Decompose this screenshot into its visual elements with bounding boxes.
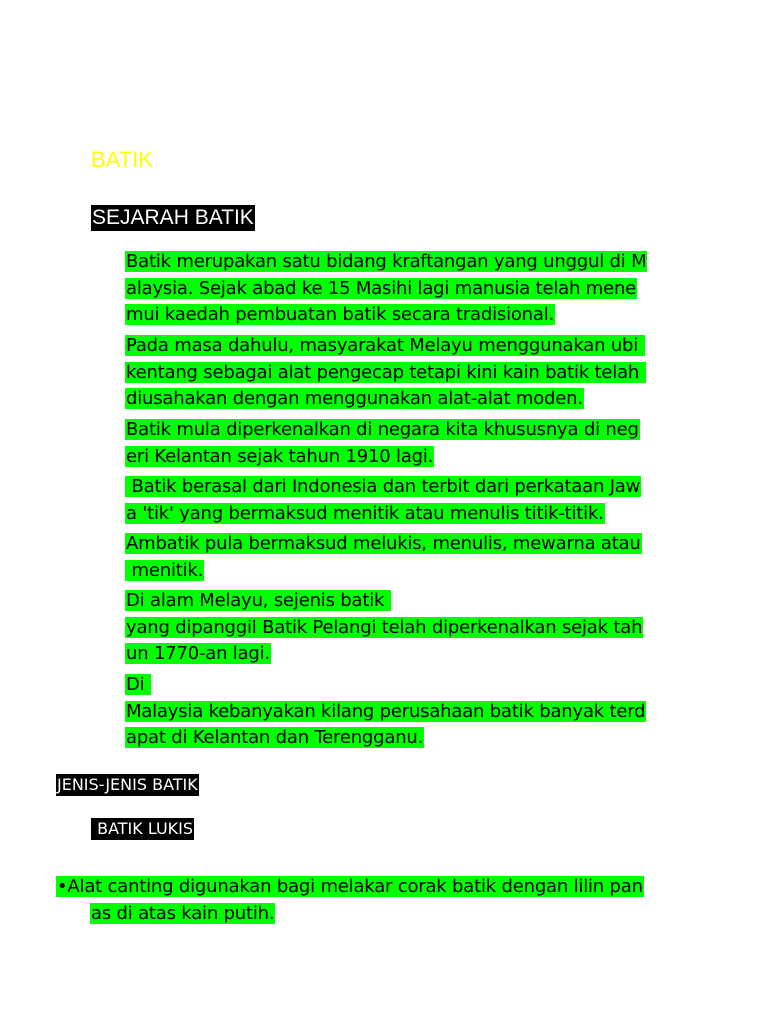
text-line: Batik merupakan satu bidang kraftangan yang unggul di M	[126, 251, 647, 272]
text-line: alaysia. Sejak abad ke 15 Masihi lagi manusia telah mene	[126, 277, 637, 299]
document-title: BATIK	[91, 147, 153, 172]
text-line: •Alat canting digunakan bagi melakar corak batik dengan lilin pan	[57, 876, 643, 897]
text-line: kentang sebagai alat pengecap tetapi kini kain batik telah	[126, 361, 645, 383]
text-line: yang dipanggil Batik Pelangi telah diperkenalkan sejak tah	[126, 616, 643, 638]
text-line: Malaysia kebanyakan kilang perusahaan batik banyak terd	[126, 700, 646, 722]
paragraph-1	[125, 249, 647, 329]
text-line: a 'tik' yang bermaksud menitik atau menulis titik-titik.	[126, 502, 604, 524]
text-line: Di alam Melayu, sejenis batik	[126, 590, 390, 611]
section-heading-jenis-jenis-batik: JENIS-JENIS BATIK	[57, 775, 198, 794]
text-line: mui kaedah pembuatan batik secara tradisional.	[126, 304, 555, 325]
paragraph-3	[125, 417, 640, 470]
text-line: Pada masa dahulu, masyarakat Melayu menggunakan ubi	[126, 335, 644, 356]
bullet-item	[56, 874, 644, 927]
text-line: apat di Kelantan dan Terengganu.	[126, 727, 424, 748]
text-line: Batik mula diperkenalkan di negara kita khususnya di neg	[126, 419, 639, 440]
text-line: diusahakan dengan menggunakan alat-alat moden.	[126, 388, 583, 409]
text-line: eri Kelantan sejak tahun 1910 lagi.	[126, 445, 434, 467]
paragraph-7	[125, 672, 646, 752]
paragraph-6	[125, 588, 643, 668]
paragraph-2	[125, 333, 646, 413]
text-line: Batik berasal dari Indonesia dan terbit dari perkataan Jaw	[126, 476, 641, 497]
paragraph-5	[125, 531, 642, 584]
text-line: Ambatik pula bermaksud melukis, menulis, mewarna atau	[126, 533, 641, 554]
text-line: Di	[126, 674, 150, 695]
text-line: as di atas kain putih.	[91, 902, 275, 924]
subsection-heading-batik-lukis: BATIK LUKIS	[92, 819, 194, 838]
section-heading-sejarah-batik: SEJARAH BATIK	[92, 206, 254, 229]
text-line: un 1770-an lagi.	[126, 643, 270, 664]
text-line: menitik.	[126, 559, 204, 581]
paragraph-4	[125, 474, 641, 527]
